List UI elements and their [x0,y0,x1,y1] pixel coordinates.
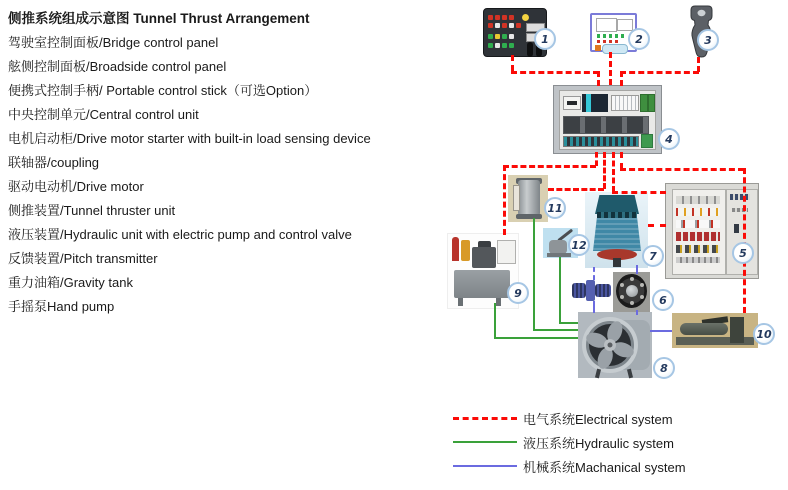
electrical-line [597,71,600,86]
list-item: 中央控制单元/Central control unit [8,107,199,122]
electrical-line [511,55,514,71]
yellow-filter [461,240,470,261]
coupling-center-disc [586,280,595,301]
mechanical-line [593,267,595,280]
electrical-line [603,152,606,189]
component-strip [676,257,720,263]
indicator-row-green [597,34,625,38]
motor-shaft [613,258,621,267]
page-title: 侧推系统组成示意图 Tunnel Thrust Arrangement [8,11,310,26]
green-board [641,134,653,148]
mechanical-line-sample [453,465,517,467]
tank-base [516,214,542,219]
list-item: 电机启动柜/Drive motor starter with built-in load sensing device [8,131,371,146]
list-item: 手摇泵Hand pump [8,299,115,314]
stick-hole [698,10,706,16]
coupling-shaft [572,278,612,303]
motor-vents [597,212,637,218]
list-item: 便携式控制手柄/ Portable control stick（可选Option） [8,83,318,98]
electrical-line [648,224,666,227]
list-item: 舷侧控制面板/Broadside control panel [8,59,227,74]
indicator-row-red [597,40,621,43]
legend-row-mechanical [453,454,686,478]
electrical-line [620,71,623,86]
flange-hub [626,285,638,297]
callout-11: 11 [544,197,566,219]
electrical-line [612,152,615,192]
terminal-strip [563,136,639,147]
list-item: 驱动电动机/Drive motor [8,179,144,194]
list-item: 联轴器/coupling [8,155,100,170]
electrical-line [511,71,599,74]
control-pad [602,44,628,54]
electrical-line [620,152,623,169]
component-list [8,31,371,319]
door-handle [734,224,739,233]
electrical-box [497,240,516,264]
electrical-line [743,168,746,313]
callout-1: 1 [534,28,556,50]
terminal-strip [676,232,720,241]
hydraulic-line [533,329,578,331]
list-item: 驾驶室控制面板/Bridge control panel [8,35,219,50]
mechanical-line [650,330,672,332]
coupling-ridged-end [572,283,586,298]
control-lever [527,42,533,57]
button-row [488,23,521,28]
tunnel-thruster [578,312,652,378]
callout-8: 8 [653,357,675,379]
hydraulic-line [533,218,535,330]
electrical-line [612,191,666,194]
callout-9: 9 [507,282,529,304]
electrical-line [697,57,700,72]
coupling [613,272,650,312]
legend-label: 液压系统Hydraulic system [523,435,674,451]
hydraulic-line-sample [453,441,517,443]
electrical-line [503,165,506,235]
display-window [617,19,633,31]
plc-module [582,94,608,112]
list-item: 液压装置/Hydraulic unit with electric pump and control valve [8,227,352,242]
legend-row-electrical [453,406,686,430]
hydraulic-line [494,337,578,339]
component-strip [676,196,720,204]
component-strip [676,245,720,253]
list-item: 侧推装置/Tunnel thruster unit [8,203,176,218]
button-row [488,34,514,39]
emblem [522,14,529,21]
component-strip [676,220,720,228]
tank-leg [496,298,501,306]
drive-motor [585,192,648,268]
tank-leg [458,298,463,306]
electrical-line [620,168,744,171]
electrical-line [595,152,598,166]
pitch-transmitter [672,313,758,348]
tank-cylinder [518,180,540,216]
electrical-line [503,165,596,168]
list-item: 反馈装置/Pitch transmitter [8,251,158,266]
pump-body [549,240,567,254]
transmitter-cylinder [680,323,728,335]
button-row [488,15,514,20]
button-row [488,43,514,48]
thruster-propeller [580,315,640,375]
relay-module [563,96,581,110]
callout-4: 4 [658,128,680,150]
display-window [596,18,617,32]
callout-3: 3 [697,29,719,51]
green-board [640,94,648,112]
hydraulic-line [494,303,496,338]
legend-label: 机械系统Machanical system [523,459,686,475]
green-board [648,94,655,112]
coupling-ridged-end [595,284,611,297]
electrical-line [548,188,604,191]
oil-tank [454,270,510,298]
terminal-modules [611,95,639,111]
legend-label: 电气系统Electrical system [523,411,673,427]
hydraulic-line [559,322,578,324]
central-control-unit [553,85,662,154]
callout-10: 10 [753,323,775,345]
component-strip [676,208,720,216]
mechanical-line [636,265,638,274]
orange-button [595,45,601,51]
list-item: 重力油箱/Gravity tank [8,275,133,290]
gravity-tank [508,175,548,222]
red-filter [452,237,459,261]
door-indicator-row [730,194,750,200]
legend [453,406,686,478]
legend-row-hydraulic [453,430,686,454]
callout-7: 7 [642,245,664,267]
electrical-line-sample [453,417,517,420]
callout-12: 12 [568,234,590,256]
callout-5: 5 [732,242,754,264]
electrical-line [620,71,699,74]
pump-assembly [472,247,496,268]
electrical-line [609,52,612,85]
mechanical-line [593,301,595,313]
transmitter-flange-plate [730,317,744,343]
relay-strip [563,116,649,134]
hydraulic-line [559,257,561,323]
mechanical-line [636,310,638,315]
callout-6: 6 [652,289,674,311]
callout-2: 2 [628,28,650,50]
sight-glass [513,185,520,211]
motor-body [593,218,641,251]
